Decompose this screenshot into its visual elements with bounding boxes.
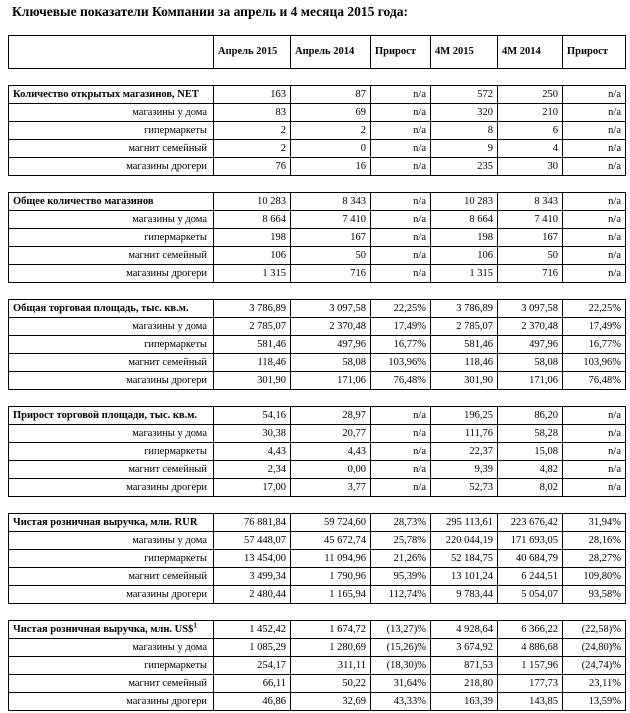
- value-cell: 3 499,34: [214, 568, 291, 586]
- footnote-marker: 1: [193, 621, 197, 629]
- value-cell: 497,96: [498, 336, 563, 354]
- table-row: [9, 479, 626, 497]
- value-cell: 1 280,69: [291, 639, 371, 657]
- value-cell: 106: [431, 247, 498, 265]
- value-cell: 2 370,48: [498, 318, 563, 336]
- row-label: магнит семейный: [9, 247, 214, 265]
- row-label: гипермаркеты: [9, 657, 214, 675]
- value-cell: 59 724,60: [291, 514, 371, 532]
- row-label: магазины дрогери: [9, 693, 214, 711]
- value-cell: 13,59%: [563, 693, 626, 711]
- value-cell: 22,37: [431, 443, 498, 461]
- value-cell: 250: [498, 86, 563, 104]
- value-cell: n/a: [563, 140, 626, 158]
- value-cell: 10 283: [214, 193, 291, 211]
- value-cell: 50: [291, 247, 371, 265]
- page-title: Ключевые показатели Компании за апрель и 4 месяца 2015 года:: [12, 4, 408, 19]
- value-cell: 30,38: [214, 425, 291, 443]
- row-label: магазины у дома: [9, 211, 214, 229]
- value-cell: 45 672,74: [291, 532, 371, 550]
- value-cell: n/a: [371, 211, 431, 229]
- value-cell: (13,27)%: [371, 621, 431, 639]
- table-row: [9, 229, 626, 247]
- row-label: магазины дрогери: [9, 158, 214, 176]
- value-cell: 163: [214, 86, 291, 104]
- value-cell: 8 343: [498, 193, 563, 211]
- value-cell: 118,46: [431, 354, 498, 372]
- row-label: гипермаркеты: [9, 336, 214, 354]
- table-row: [9, 675, 626, 693]
- value-cell: 6: [498, 122, 563, 140]
- value-cell: 9: [431, 140, 498, 158]
- value-cell: 54,16: [214, 407, 291, 425]
- value-cell: 171,06: [291, 372, 371, 390]
- row-label: гипермаркеты: [9, 443, 214, 461]
- value-cell: 83: [214, 104, 291, 122]
- section-total-row: [9, 193, 626, 211]
- value-cell: 28,97: [291, 407, 371, 425]
- section-label-text: Прирост торговой площади, тыс. кв.м.: [13, 409, 198, 421]
- table-row: [9, 265, 626, 283]
- value-cell: 52 184,75: [431, 550, 498, 568]
- section-label-text: Чистая розничная выручка, млн. US$: [13, 623, 194, 635]
- value-cell: n/a: [563, 247, 626, 265]
- value-cell: n/a: [371, 86, 431, 104]
- section-spacer-row: [9, 390, 626, 407]
- value-cell: 13 101,24: [431, 568, 498, 586]
- value-cell: 76 881,84: [214, 514, 291, 532]
- value-cell: 196,25: [431, 407, 498, 425]
- value-cell: 3 097,58: [291, 300, 371, 318]
- value-cell: 572: [431, 86, 498, 104]
- section-total-row: [9, 407, 626, 425]
- value-cell: 57 448,07: [214, 532, 291, 550]
- row-label: магазины у дома: [9, 532, 214, 550]
- value-cell: 109,80%: [563, 568, 626, 586]
- section-label-text: Общее количество магазинов: [13, 195, 154, 207]
- value-cell: 7 410: [498, 211, 563, 229]
- value-cell: 21,26%: [371, 550, 431, 568]
- value-cell: 6 244,51: [498, 568, 563, 586]
- value-cell: 58,08: [291, 354, 371, 372]
- value-cell: n/a: [563, 158, 626, 176]
- value-cell: 58,28: [498, 425, 563, 443]
- table-row: [9, 354, 626, 372]
- section-spacer-row: [9, 69, 626, 86]
- value-cell: 58,08: [498, 354, 563, 372]
- value-cell: n/a: [371, 407, 431, 425]
- value-cell: 167: [498, 229, 563, 247]
- value-cell: n/a: [371, 265, 431, 283]
- value-cell: 1 674,72: [291, 621, 371, 639]
- value-cell: 218,80: [431, 675, 498, 693]
- value-cell: 86,20: [498, 407, 563, 425]
- value-cell: 220 044,19: [431, 532, 498, 550]
- value-cell: n/a: [371, 443, 431, 461]
- value-cell: 8 343: [291, 193, 371, 211]
- value-cell: 10 283: [431, 193, 498, 211]
- value-cell: 301,90: [214, 372, 291, 390]
- value-cell: 32,69: [291, 693, 371, 711]
- value-cell: 8,02: [498, 479, 563, 497]
- value-cell: 17,49%: [371, 318, 431, 336]
- value-cell: 171,06: [498, 372, 563, 390]
- row-label: магнит семейный: [9, 140, 214, 158]
- value-cell: 295 113,61: [431, 514, 498, 532]
- value-cell: 8: [431, 122, 498, 140]
- value-cell: 106: [214, 247, 291, 265]
- value-cell: 163,39: [431, 693, 498, 711]
- value-cell: n/a: [371, 479, 431, 497]
- table-row: [9, 336, 626, 354]
- value-cell: 2 785,07: [431, 318, 498, 336]
- value-cell: 301,90: [431, 372, 498, 390]
- table-row: [9, 657, 626, 675]
- value-cell: 223 676,42: [498, 514, 563, 532]
- table-row: [9, 372, 626, 390]
- value-cell: 22,25%: [371, 300, 431, 318]
- row-label: магнит семейный: [9, 675, 214, 693]
- spacer-cell: [9, 604, 626, 621]
- value-cell: 112,74%: [371, 586, 431, 604]
- value-cell: 93,58%: [563, 586, 626, 604]
- section-spacer-row: [9, 176, 626, 193]
- table-row: [9, 211, 626, 229]
- value-cell: 17,49%: [563, 318, 626, 336]
- row-label: магазины у дома: [9, 639, 214, 657]
- value-cell: 177,73: [498, 675, 563, 693]
- table-row: [9, 318, 626, 336]
- value-cell: (22,58)%: [563, 621, 626, 639]
- value-cell: n/a: [371, 247, 431, 265]
- table-row: [9, 550, 626, 568]
- value-cell: n/a: [371, 122, 431, 140]
- section-label: [9, 407, 214, 425]
- spacer-cell: [9, 497, 626, 514]
- value-cell: (24,74)%: [563, 657, 626, 675]
- section-spacer-row: [9, 283, 626, 300]
- value-cell: 46,86: [214, 693, 291, 711]
- table-header-row: [9, 36, 626, 69]
- value-cell: 87: [291, 86, 371, 104]
- section-label: [9, 86, 214, 104]
- value-cell: n/a: [371, 158, 431, 176]
- value-cell: 23,11%: [563, 675, 626, 693]
- value-cell: 30: [498, 158, 563, 176]
- value-cell: 6 366,22: [498, 621, 563, 639]
- row-label: магазины у дома: [9, 318, 214, 336]
- value-cell: 66,11: [214, 675, 291, 693]
- value-cell: 50: [498, 247, 563, 265]
- value-cell: (24,80)%: [563, 639, 626, 657]
- value-cell: 171 693,05: [498, 532, 563, 550]
- value-cell: 3 786,89: [431, 300, 498, 318]
- value-cell: 16: [291, 158, 371, 176]
- row-label: магазины дрогери: [9, 372, 214, 390]
- value-cell: 7 410: [291, 211, 371, 229]
- kpi-table: [8, 35, 626, 711]
- table-row: [9, 443, 626, 461]
- value-cell: 4 928,64: [431, 621, 498, 639]
- row-label: магнит семейный: [9, 354, 214, 372]
- value-cell: 3 786,89: [214, 300, 291, 318]
- value-cell: 8 664: [431, 211, 498, 229]
- value-cell: 76,48%: [563, 372, 626, 390]
- value-cell: 31,94%: [563, 514, 626, 532]
- value-cell: n/a: [371, 461, 431, 479]
- value-cell: 22,25%: [563, 300, 626, 318]
- table-row: [9, 158, 626, 176]
- value-cell: 0,00: [291, 461, 371, 479]
- row-label: гипермаркеты: [9, 122, 214, 140]
- value-cell: 167: [291, 229, 371, 247]
- value-cell: 1 452,42: [214, 621, 291, 639]
- value-cell: n/a: [371, 104, 431, 122]
- value-cell: 716: [498, 265, 563, 283]
- value-cell: 20,77: [291, 425, 371, 443]
- value-cell: 3 097,58: [498, 300, 563, 318]
- header-cell-label: [9, 36, 214, 69]
- value-cell: 2,34: [214, 461, 291, 479]
- value-cell: n/a: [563, 407, 626, 425]
- value-cell: 2: [214, 122, 291, 140]
- row-label: магнит семейный: [9, 568, 214, 586]
- table-row: [9, 461, 626, 479]
- section-label: [9, 193, 214, 211]
- header-cell-4m-2014: 4М 2014: [498, 36, 563, 69]
- section-label: [9, 300, 214, 318]
- section-spacer-row: [9, 497, 626, 514]
- table-row: [9, 693, 626, 711]
- value-cell: n/a: [563, 211, 626, 229]
- section-label-text: Количество открытых магазинов, NET: [13, 88, 199, 100]
- value-cell: 143,85: [498, 693, 563, 711]
- value-cell: 1 165,94: [291, 586, 371, 604]
- value-cell: 1 315: [214, 265, 291, 283]
- value-cell: n/a: [563, 122, 626, 140]
- value-cell: 198: [431, 229, 498, 247]
- value-cell: 76,48%: [371, 372, 431, 390]
- value-cell: n/a: [563, 265, 626, 283]
- value-cell: 52,73: [431, 479, 498, 497]
- value-cell: 9,39: [431, 461, 498, 479]
- value-cell: 43,33%: [371, 693, 431, 711]
- value-cell: 25,78%: [371, 532, 431, 550]
- value-cell: 8 664: [214, 211, 291, 229]
- value-cell: 4,82: [498, 461, 563, 479]
- value-cell: 320: [431, 104, 498, 122]
- value-cell: 2: [214, 140, 291, 158]
- section-label-text: Чистая розничная выручка, млн. RUR: [13, 516, 198, 528]
- value-cell: 118,46: [214, 354, 291, 372]
- spacer-cell: [9, 283, 626, 300]
- value-cell: n/a: [563, 461, 626, 479]
- value-cell: 11 094,96: [291, 550, 371, 568]
- value-cell: n/a: [371, 193, 431, 211]
- section-label: [9, 621, 214, 639]
- value-cell: (15,26)%: [371, 639, 431, 657]
- value-cell: 3 674,92: [431, 639, 498, 657]
- value-cell: n/a: [371, 140, 431, 158]
- value-cell: 198: [214, 229, 291, 247]
- table-row: [9, 122, 626, 140]
- table-row: [9, 568, 626, 586]
- value-cell: 497,96: [291, 336, 371, 354]
- table-body: [9, 69, 626, 711]
- value-cell: 1 157,96: [498, 657, 563, 675]
- value-cell: 3,77: [291, 479, 371, 497]
- value-cell: 235: [431, 158, 498, 176]
- value-cell: 254,17: [214, 657, 291, 675]
- value-cell: n/a: [563, 443, 626, 461]
- header-cell-growth-month: Прирост: [371, 36, 431, 69]
- value-cell: 581,46: [214, 336, 291, 354]
- value-cell: 2 370,48: [291, 318, 371, 336]
- spacer-cell: [9, 176, 626, 193]
- row-label: магазины дрогери: [9, 479, 214, 497]
- value-cell: 28,27%: [563, 550, 626, 568]
- header-cell-4m-2015: 4М 2015: [431, 36, 498, 69]
- header-cell-april-2014: Апрель 2014: [291, 36, 371, 69]
- section-total-row: [9, 514, 626, 532]
- value-cell: 111,76: [431, 425, 498, 443]
- spacer-cell: [9, 69, 626, 86]
- value-cell: 28,73%: [371, 514, 431, 532]
- row-label: магазины дрогери: [9, 265, 214, 283]
- value-cell: 0: [291, 140, 371, 158]
- value-cell: 103,96%: [371, 354, 431, 372]
- spacer-cell: [9, 390, 626, 407]
- row-label: гипермаркеты: [9, 229, 214, 247]
- value-cell: n/a: [563, 425, 626, 443]
- value-cell: n/a: [371, 425, 431, 443]
- header-cell-growth-4m: Прирост: [563, 36, 626, 69]
- value-cell: (18,30)%: [371, 657, 431, 675]
- value-cell: 2 480,44: [214, 586, 291, 604]
- value-cell: n/a: [563, 229, 626, 247]
- value-cell: 2 785,07: [214, 318, 291, 336]
- section-label-text: Общая торговая площадь, тыс. кв.м.: [13, 302, 189, 314]
- value-cell: 4,43: [291, 443, 371, 461]
- value-cell: 95,39%: [371, 568, 431, 586]
- row-label: магазины у дома: [9, 425, 214, 443]
- value-cell: 76: [214, 158, 291, 176]
- section-spacer-row: [9, 604, 626, 621]
- value-cell: 4,43: [214, 443, 291, 461]
- value-cell: 5 054,07: [498, 586, 563, 604]
- row-label: гипермаркеты: [9, 550, 214, 568]
- value-cell: 1 315: [431, 265, 498, 283]
- value-cell: 716: [291, 265, 371, 283]
- value-cell: 2: [291, 122, 371, 140]
- value-cell: 13 454,00: [214, 550, 291, 568]
- value-cell: 4: [498, 140, 563, 158]
- value-cell: n/a: [563, 479, 626, 497]
- value-cell: 16,77%: [563, 336, 626, 354]
- table-row: [9, 140, 626, 158]
- value-cell: 28,16%: [563, 532, 626, 550]
- value-cell: 17,00: [214, 479, 291, 497]
- value-cell: n/a: [371, 229, 431, 247]
- section-total-row: [9, 621, 626, 639]
- row-label: магнит семейный: [9, 461, 214, 479]
- value-cell: 103,96%: [563, 354, 626, 372]
- table-row: [9, 104, 626, 122]
- row-label: магазины у дома: [9, 104, 214, 122]
- section-total-row: [9, 300, 626, 318]
- value-cell: 871,53: [431, 657, 498, 675]
- section-total-row: [9, 86, 626, 104]
- value-cell: 69: [291, 104, 371, 122]
- value-cell: n/a: [563, 86, 626, 104]
- table-row: [9, 247, 626, 265]
- table-row: [9, 639, 626, 657]
- value-cell: 15,08: [498, 443, 563, 461]
- value-cell: 581,46: [431, 336, 498, 354]
- row-label: магазины дрогери: [9, 586, 214, 604]
- header-cell-april-2015: Апрель 2015: [214, 36, 291, 69]
- table-row: [9, 425, 626, 443]
- value-cell: 210: [498, 104, 563, 122]
- value-cell: 50,22: [291, 675, 371, 693]
- table-row: [9, 532, 626, 550]
- section-label: [9, 514, 214, 532]
- value-cell: 9 783,44: [431, 586, 498, 604]
- value-cell: 4 886,68: [498, 639, 563, 657]
- value-cell: 31,64%: [371, 675, 431, 693]
- value-cell: 16,77%: [371, 336, 431, 354]
- table-row: [9, 586, 626, 604]
- value-cell: 1 790,96: [291, 568, 371, 586]
- value-cell: 1 085,29: [214, 639, 291, 657]
- value-cell: 40 684,79: [498, 550, 563, 568]
- value-cell: n/a: [563, 193, 626, 211]
- value-cell: 311,11: [291, 657, 371, 675]
- value-cell: n/a: [563, 104, 626, 122]
